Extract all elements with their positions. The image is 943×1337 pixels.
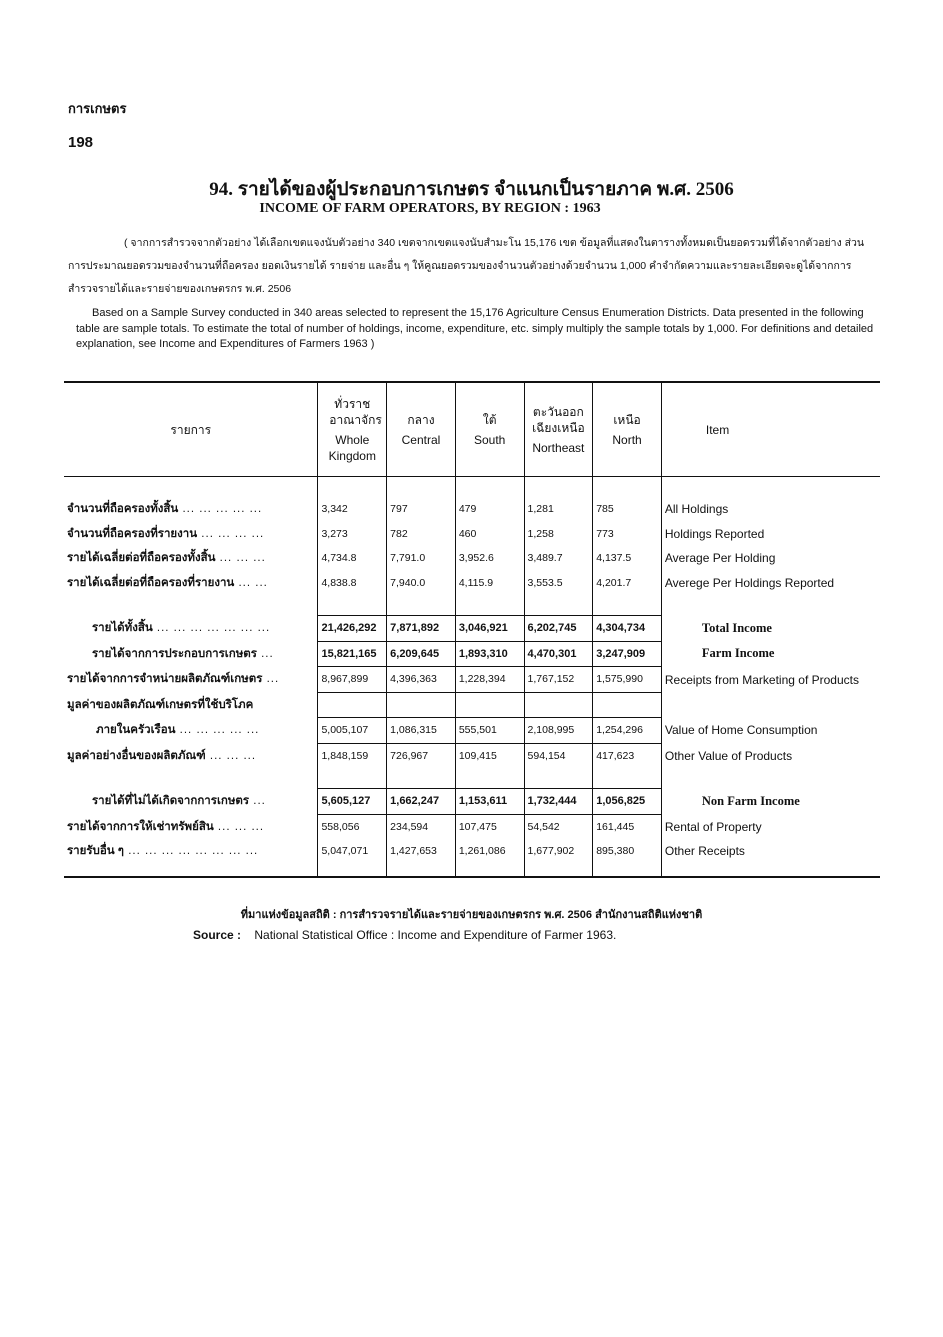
col-header-south xyxy=(455,382,524,477)
value-north: 4,201.7 xyxy=(593,571,662,596)
table-row xyxy=(64,616,880,642)
row-label-thai: ภายในครัวเรือน ... ... ... ... ... xyxy=(96,724,260,737)
section-header: การเกษตร xyxy=(68,101,127,116)
value-northeast: 3,553.5 xyxy=(524,571,593,596)
table-row xyxy=(64,522,880,547)
table-row xyxy=(64,814,880,839)
value-whole-kingdom: 5,605,127 xyxy=(318,789,387,815)
col-header-item-english: Item xyxy=(661,382,880,477)
table-row xyxy=(64,718,880,744)
row-label-english: Total Income xyxy=(661,616,880,642)
value-central: 7,791.0 xyxy=(387,546,456,571)
col-header-northeast-thai: ตะวันออกเฉียงเหนือ xyxy=(532,404,585,435)
value-central: 1,086,315 xyxy=(387,718,456,744)
row-label-english: Rental of Property xyxy=(661,814,880,839)
col-header-south-thai: ใต้ xyxy=(482,412,497,427)
row-label-thai-continued: มูลค่าของผลิตภัณฑ์เกษตรที่ใช้บริโภค xyxy=(67,698,254,711)
col-header-north-thai: เหนือ xyxy=(613,412,641,427)
value-central: 726,967 xyxy=(387,743,456,768)
row-label-thai: มูลค่าอย่างอื่นของผลิตภัณฑ์ ... ... ... xyxy=(67,749,257,762)
col-header-north xyxy=(593,382,662,477)
row-label-thai: รายได้ทั้งสิ้น ... ... ... ... ... ... ... xyxy=(92,622,271,635)
value-northeast: 6,202,745 xyxy=(524,616,593,642)
income-table xyxy=(64,381,880,878)
value-whole-kingdom: 3,342 xyxy=(318,497,387,522)
table-row xyxy=(64,789,880,815)
row-label-thai: รายได้จากการให้เช่าทรัพย์สิน ... ... ... xyxy=(67,820,265,833)
value-whole-kingdom: 1,848,159 xyxy=(318,743,387,768)
value-whole-kingdom: 4,734.8 xyxy=(318,546,387,571)
value-south: 109,415 xyxy=(455,743,524,768)
page-number: 198 xyxy=(68,134,94,151)
table-row xyxy=(64,667,880,693)
row-label-thai: รายได้จากการประกอบการเกษตร ... xyxy=(92,647,274,660)
note-thai: ( จากการสำรวจจากตัวอย่าง ได้เลือกเขตแจงนับตัวอย่าง 340 เขตจากเขตแจงนับสำมะโน 15,176 เขต ข้อมูลที่แสดงในตารางทั้งหมดเป็นยอดรวมที่ได้จากตัวอย่าง ส่วนการประมาณยอดรวมของจำนวนที่ถือครอง ยอดเงินรายได้ รายจ่าย และอื่น ๆ ให้คูณยอดรวมของจำนวนตัวอย่างด้วยจำนวน 1,000 คำจำกัดความและรายละเอียดจะดูได้จากการสำรวจรายได้และรายจ่ายของเกษตรกร พ.ศ. 2506 xyxy=(68,237,865,295)
value-south: 460 xyxy=(455,522,524,547)
value-south: 479 xyxy=(455,497,524,522)
row-label-english: All Holdings xyxy=(661,497,880,522)
value-south: 3,952.6 xyxy=(455,546,524,571)
value-whole-kingdom: 4,838.8 xyxy=(318,571,387,596)
table-title-thai: 94. รายได้ของผู้ประกอบการเกษตร จำแนกเป็นรายภาค พ.ศ. 2506 xyxy=(209,179,734,200)
col-header-whole-thai: ทั่วราชอาณาจักร xyxy=(329,396,382,427)
note-english: Based on a Sample Survey conducted in 340 areas selected to represent the 15,176 Agriculture Census Enumeration Districts. Data presented in the following table are sample totals. To estimate the total of number of holdings, income, expenditure, etc. simply multiply the sample totals by 1,000. For definitions and detailed explanation, see Income and Expenditures of Farmers 1963 ) xyxy=(76,307,874,350)
col-header-northeast-english: Northeast xyxy=(532,440,585,455)
value-south: 1,261,086 xyxy=(455,839,524,864)
table-row xyxy=(64,546,880,571)
col-header-central xyxy=(387,382,456,477)
source-text: National Statistical Office : Income and Expenditure of Farmer 1963. xyxy=(254,928,617,942)
value-northeast: 2,108,995 xyxy=(524,718,593,744)
value-north: 1,575,990 xyxy=(593,667,662,693)
col-header-whole-english: Whole Kingdom xyxy=(328,432,376,463)
value-whole-kingdom: 21,426,292 xyxy=(318,616,387,642)
value-north: 1,056,825 xyxy=(593,789,662,815)
value-central: 6,209,645 xyxy=(387,641,456,667)
source-english xyxy=(193,928,616,942)
row-label-english: Average Per Holding xyxy=(661,546,880,571)
value-central: 4,396,363 xyxy=(387,667,456,693)
table-header-row xyxy=(64,382,880,477)
value-central: 782 xyxy=(387,522,456,547)
table-row xyxy=(64,497,880,522)
value-whole-kingdom: 5,005,107 xyxy=(318,718,387,744)
value-central: 234,594 xyxy=(387,814,456,839)
value-northeast: 1,732,444 xyxy=(524,789,593,815)
value-northeast: 4,470,301 xyxy=(524,641,593,667)
value-north: 773 xyxy=(593,522,662,547)
table-row xyxy=(64,641,880,667)
row-label-thai: รายได้เฉลี่ยต่อที่ถือครองทั้งสิ้น ... ... ... xyxy=(67,552,266,565)
value-north: 417,623 xyxy=(593,743,662,768)
row-label-english: Value of Home Consumption xyxy=(661,718,880,744)
row-label-english: Other Receipts xyxy=(661,839,880,864)
value-whole-kingdom: 15,821,165 xyxy=(318,641,387,667)
table-title-english: INCOME OF FARM OPERATORS, BY REGION : 1963 xyxy=(259,201,601,216)
value-south: 3,046,921 xyxy=(455,616,524,642)
value-south: 1,153,611 xyxy=(455,789,524,815)
value-south: 555,501 xyxy=(455,718,524,744)
source-label: Source : xyxy=(193,928,242,942)
col-header-item-thai: รายการ xyxy=(64,382,318,477)
col-header-central-thai: กลาง xyxy=(407,412,435,427)
table-row xyxy=(64,571,880,596)
col-header-central-english: Central xyxy=(401,432,441,447)
value-northeast: 1,258 xyxy=(524,522,593,547)
value-whole-kingdom: 558,056 xyxy=(318,814,387,839)
value-central: 797 xyxy=(387,497,456,522)
col-header-northeast xyxy=(524,382,593,477)
row-label-thai: จำนวนที่ถือครองทั้งสิ้น ... ... ... ... ... xyxy=(67,503,263,516)
value-northeast: 1,767,152 xyxy=(524,667,593,693)
row-label-english: Averege Per Holdings Reported xyxy=(661,571,880,596)
value-north: 3,247,909 xyxy=(593,641,662,667)
col-header-north-english: North xyxy=(612,432,642,447)
value-northeast: 1,677,902 xyxy=(524,839,593,864)
row-label-thai: รายได้ที่ไม่ได้เกิดจากการเกษตร ... xyxy=(92,795,266,808)
value-south: 1,228,394 xyxy=(455,667,524,693)
value-central: 7,871,892 xyxy=(387,616,456,642)
row-label-english: Receipts from Marketing of Products xyxy=(661,667,880,718)
row-label-thai: รายได้เฉลี่ยต่อที่ถือครองที่รายงาน ... ... xyxy=(67,576,268,589)
value-northeast: 3,489.7 xyxy=(524,546,593,571)
value-whole-kingdom: 3,273 xyxy=(318,522,387,547)
value-north: 895,380 xyxy=(593,839,662,864)
value-central: 1,662,247 xyxy=(387,789,456,815)
col-header-whole-kingdom xyxy=(318,382,387,477)
value-north: 161,445 xyxy=(593,814,662,839)
value-northeast: 594,154 xyxy=(524,743,593,768)
value-central: 1,427,653 xyxy=(387,839,456,864)
row-label-thai: รายได้จากการจำหน่ายผลิตภัณฑ์เกษตร ... xyxy=(67,673,280,686)
value-whole-kingdom: 8,967,899 xyxy=(318,667,387,693)
row-label-english: Holdings Reported xyxy=(661,522,880,547)
row-label-english: Farm Income xyxy=(661,641,880,667)
value-whole-kingdom: 5,047,071 xyxy=(318,839,387,864)
value-south: 4,115.9 xyxy=(455,571,524,596)
table-row xyxy=(64,743,880,768)
row-label-english: Non Farm Income xyxy=(661,789,880,815)
value-north: 4,137.5 xyxy=(593,546,662,571)
value-north: 4,304,734 xyxy=(593,616,662,642)
value-south: 107,475 xyxy=(455,814,524,839)
value-south: 1,893,310 xyxy=(455,641,524,667)
value-north: 1,254,296 xyxy=(593,718,662,744)
value-northeast: 1,281 xyxy=(524,497,593,522)
row-label-english: Other Value of Products xyxy=(661,743,880,768)
value-north: 785 xyxy=(593,497,662,522)
value-central: 7,940.0 xyxy=(387,571,456,596)
table-row xyxy=(64,839,880,864)
value-northeast: 54,542 xyxy=(524,814,593,839)
source-thai: ที่มาแห่งข้อมูลสถิติ : การสำรวจรายได้และรายจ่ายของเกษตรกร พ.ศ. 2506 สำนักงานสถิติแห่งชาติ xyxy=(240,909,703,921)
col-header-south-english: South xyxy=(473,432,506,447)
row-label-thai: จำนวนที่ถือครองที่รายงาน ... ... ... ... xyxy=(67,527,265,540)
row-label-thai: รายรับอื่น ๆ ... ... ... ... ... ... ... ... xyxy=(67,845,259,858)
